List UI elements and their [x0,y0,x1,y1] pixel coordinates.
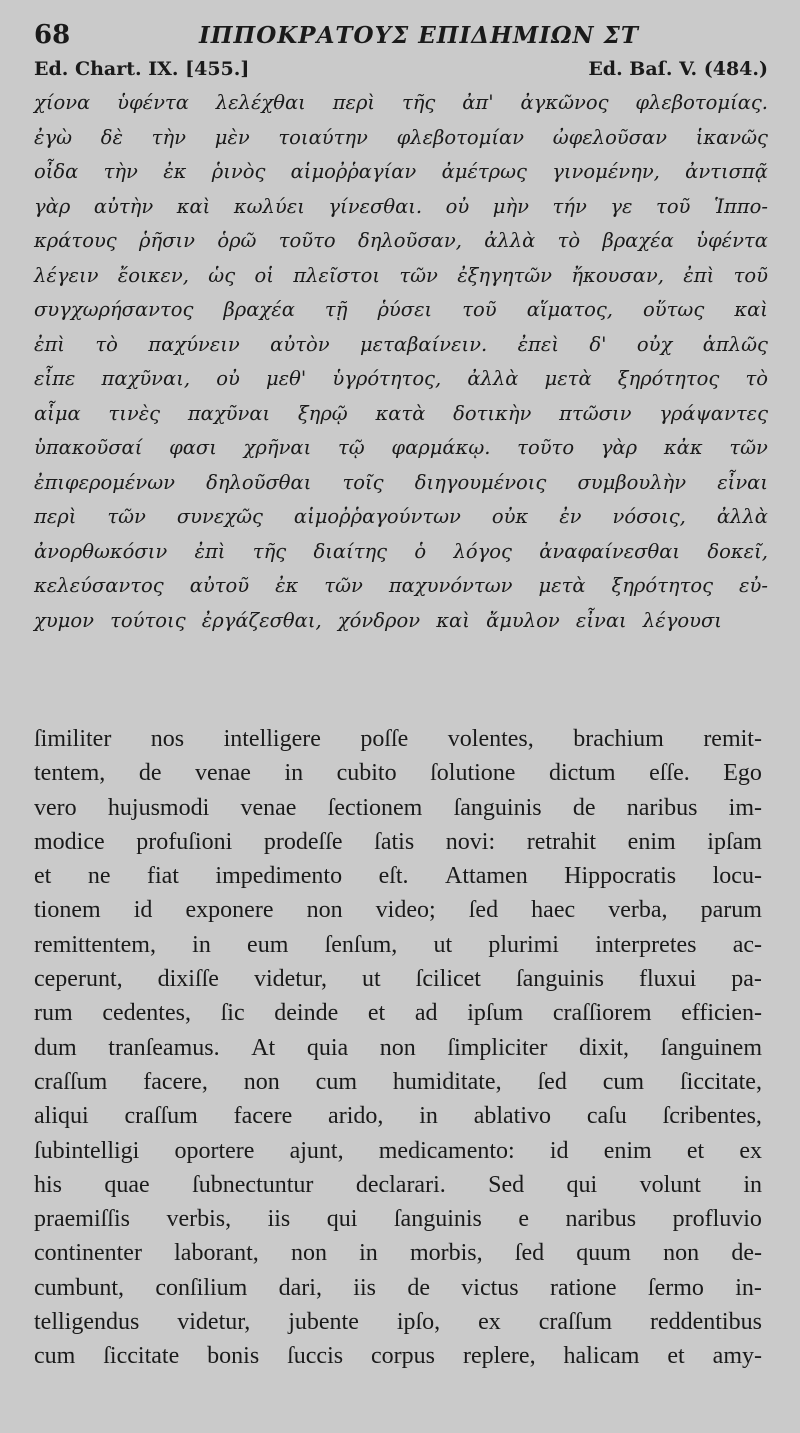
latin-text-line: aliqui craſſum facere arido, in ablativo caſu ſcribentes, [34,1103,762,1130]
edition-basel-reference: Ed. Baſ. V. (484.) [588,58,768,80]
greek-text-line: γὰρ αὐτὴν καὶ κωλύει γίνεσθαι. οὐ μὴν τήν γε τοῦ Ἱππο- [34,194,768,218]
latin-text-line: cumbunt, conſilium dari, iis de victus ratione ſermo in- [34,1274,762,1301]
latin-text-line: remittentem, in eum ſenſum, ut plurimi interpretes ac- [34,931,762,958]
greek-text-line: συγχωρήσαντος βραχέα τῇ ῥύσει τοῦ αἵματος, οὕτως καὶ [34,298,768,321]
latin-text-line: ceperunt, dixiſſe videtur, ut ſcilicet ſanguinis fluxui pa- [34,966,762,993]
page-number: 68 [34,20,71,50]
latin-text-line: et ne fiat impedimento eſt. Attamen Hippocratis locu- [34,863,762,890]
latin-text-line: craſſum facere, non cum humiditate, ſed cum ſiccitate, [34,1068,762,1095]
greek-text-line: ἀνορθωκόσιν ἐπὶ τῆς διαίτης ὁ λόγος ἀναφαίνεσθαι δοκεῖ, [34,539,768,563]
greek-text-line: λέγειν ἔοικεν, ὡς οἱ πλεῖστοι τῶν ἐξηγητῶν ἤκουσαν, ἐπὶ τοῦ [34,263,768,287]
latin-text-line: ſimiliter nos intelligere poſſe volentes, brachium remit- [34,726,762,752]
greek-text-line: ἐπὶ τὸ παχύνειν αὐτὸν μεταβαίνειν. ἐπεὶ δ' οὐχ ἁπλῶς [34,332,768,356]
greek-text-line: κράτους ῥῆσιν ὁρῶ τοῦτο δηλοῦσαν, ἀλλὰ τὸ βραχέα ὑφέντα [34,229,768,252]
latin-text-line: modice profuſioni prodeſſe ſatis novi: retrahit enim ipſam [34,828,762,855]
latin-text-line: tionem id exponere non video; ſed haec verba, parum [34,897,762,924]
greek-text-block [34,86,768,638]
latin-text-line: ſubintelligi oportere ajunt, medicamento: id enim et ex [34,1137,762,1164]
edition-reference-line [34,58,768,86]
greek-text-line: χυμον τούτοις ἐργάζεσθαι, χόνδρον καὶ ἄμυλον εἶναι λέγουσι [34,608,722,632]
greek-text-line: χίονα ὑφέντα λελέχθαι περὶ τῆς ἀπ' ἀγκῶνος φλεβοτομίας. [34,91,768,114]
greek-text-line: κελεύσαντος αὐτοῦ ἐκ τῶν παχυνόντων μετὰ ξηρότητος εὐ- [34,574,768,597]
latin-text-line: rum cedentes, ſic deinde et ad ipſum craſſiorem efficien- [34,1000,762,1027]
greek-text-line: ὑπακοῦσαί φασι χρῆναι τῷ φαρμάκῳ. τοῦτο γὰρ κἀκ τῶν [34,436,768,459]
greek-text-line: περὶ τῶν συνεχῶς αἱμοῤῥαγούντων οὐκ ἐν νόσοις, ἀλλὰ [34,505,768,528]
greek-text-line: αἷμα τινὲς παχῦναι ξηρῷ κατὰ δοτικὴν πτῶσιν γράψαντες [34,401,768,425]
latin-text-line: continenter laborant, non in morbis, ſed quum non de- [34,1240,762,1267]
latin-text-line: his quae ſubnectuntur declarari. Sed qui volunt in [34,1171,762,1198]
latin-text-line: tentem, de venae in cubito ſolutione dictum eſſe. Ego [34,760,762,787]
latin-text-line: vero hujusmodi venae ſectionem ſanguinis de naribus im- [34,794,762,821]
running-title: ΙΠΠΟΚΡΑΤΟΥΣ ΕΠΙΔΗΜΙΩΝ ΣΤ [199,22,639,49]
greek-text-line: οἶδα τὴν ἐκ ῥινὸς αἱμοῤῥαγίαν ἀμέτρως γινομένην, ἀντισπᾷ [34,160,768,183]
greek-text-line: ἐγὼ δὲ τὴν μὲν τοιαύτην φλεβοτομίαν ὠφελοῦσαν ἱκανῶς [34,125,768,149]
edition-chart-reference: Ed. Chart. IX. [455.] [34,58,250,80]
latin-text-line: cum ſiccitate bonis ſuccis corpus replere, halicam et amy- [34,1343,762,1370]
greek-text-line: ἐπιφερομένων δηλοῦσθαι τοῖς διηγουμένοις συμβουλὴν εἶναι [34,470,768,494]
latin-text-line: praemiſſis verbis, iis qui ſanguinis e naribus profluvio [34,1206,762,1233]
greek-text-line: εἶπε παχῦναι, οὐ μεθ' ὑγρότητος, ἀλλὰ μετὰ ξηρότητος τὸ [34,367,768,390]
latin-text-block [34,722,762,1374]
latin-text-line: dum tranſeamus. At quia non ſimpliciter dixit, ſanguinem [34,1034,762,1061]
page-header [34,14,774,54]
latin-text-line: telligendus videtur, jubente ipſo, ex craſſum reddentibus [34,1309,762,1336]
